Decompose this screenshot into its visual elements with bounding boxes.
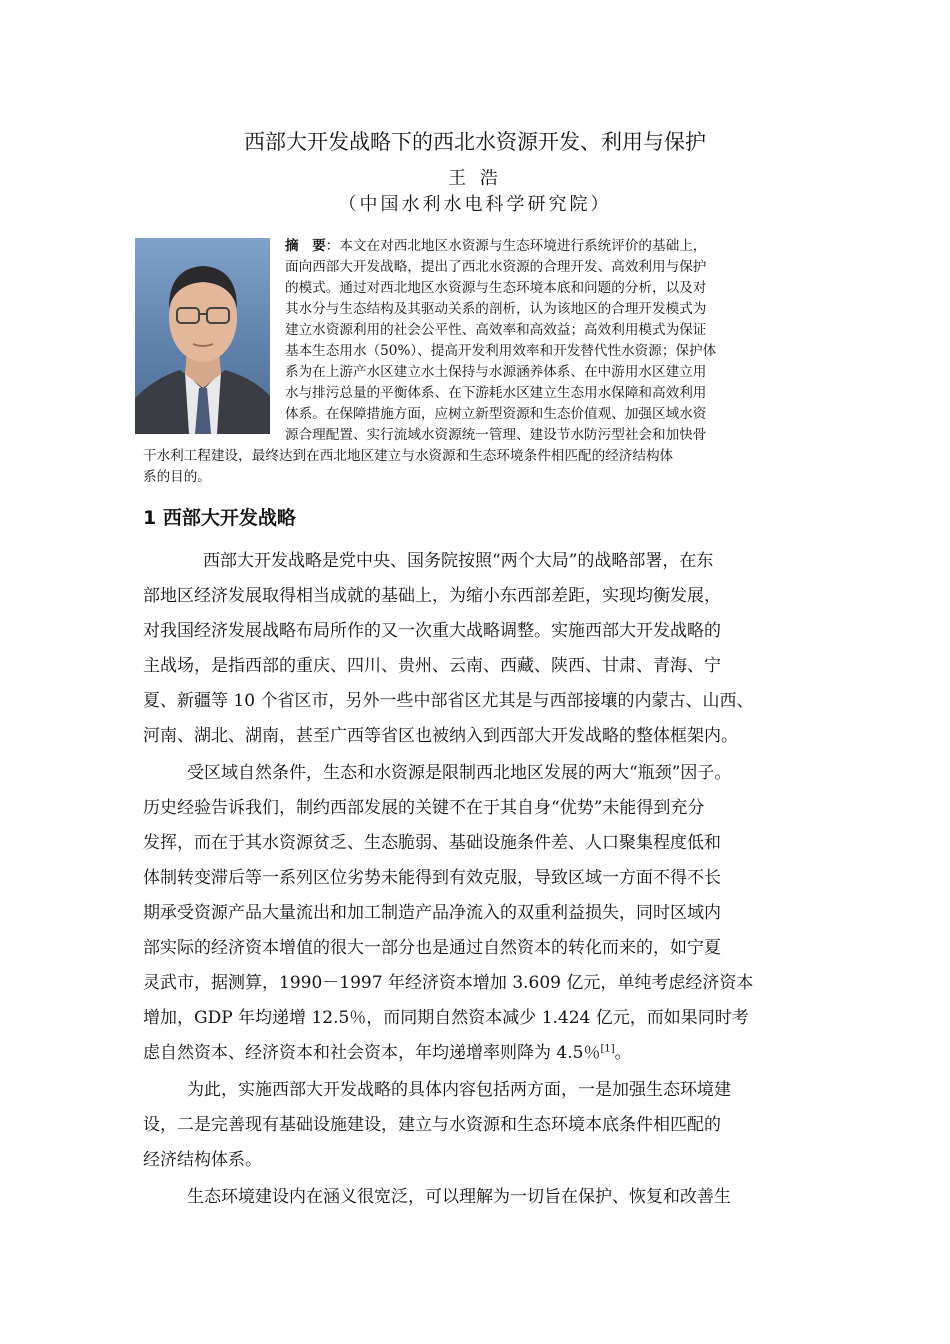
author-affiliation: （中国水利水电科学研究院） <box>338 194 612 215</box>
abstract-line: 源合理配置、实行流域水资源统一管理、建设节水防污型社会和加快骨 <box>285 427 707 443</box>
abstract-line: 的模式。通过对西北地区水资源与生态环境本底和问题的分析，以及对 <box>285 280 707 296</box>
body-line: 为此，实施西部大开发战略的具体内容包括两方面，一是加强生态环境建 <box>187 1080 731 1100</box>
body-line: 生态环境建设内在涵义很宽泛，可以理解为一切旨在保护、恢复和改善生 <box>187 1187 731 1207</box>
body-line: 夏、新疆等 10 个省区市，另外一些中部省区尤其是与西部接壤的内蒙古、山西、 <box>143 691 754 711</box>
abstract-line <box>285 236 706 256</box>
body-line: 增加，GDP 年均递增 12.5％，而同期自然资本减少 1.424 亿元，而如果同时考 <box>143 1008 749 1028</box>
body-line: 经济结构体系。 <box>143 1150 262 1170</box>
citation-ref[interactable]: [1] <box>600 1043 615 1055</box>
abstract-line: 系为在上游产水区建立水土保持与水源涵养体系、在中游用水区建立用 <box>285 364 707 380</box>
body-line: 河南、湖北、湖南，甚至广西等省区也被纳入到西部大开发战略的整体框架内。 <box>143 726 738 746</box>
abstract-text: ：本文在对西北地区水资源与生态环境进行系统评价的基础上， <box>325 238 707 254</box>
body-line: 部实际的经济资本增值的很大一部分也是通过自然资本的转化而来的，如宁夏 <box>143 938 721 958</box>
body-text: 虑自然资本、经济资本和社会资本，年均递增率则降为 4.5％ <box>143 1043 601 1063</box>
body-text: 。 <box>614 1043 632 1063</box>
abstract-line: 其水分与生态结构及其驱动关系的剖析，认为该地区的合理开发模式为 <box>285 301 707 317</box>
body-line: 灵武市，据测算，1990－1997 年经济资本增加 3.609 亿元，单纯考虑经济资本 <box>143 973 754 993</box>
body-line: 设，二是完善现有基础设施建设，建立与水资源和生态环境本底条件相匹配的 <box>143 1115 721 1135</box>
abstract-line: 建立水资源利用的社会公平性、高效率和高效益；高效利用模式为保证 <box>285 322 707 338</box>
abstract-line: 干水利工程建设，最终达到在西北地区建立与水资源和生态环境条件相匹配的经济结构体 <box>143 448 674 464</box>
body-line: 部地区经济发展取得相当成就的基础上，为缩小东西部差距，实现均衡发展， <box>143 586 721 606</box>
abstract-line: 体系。在保障措施方面，应树立新型资源和生态价值观、加强区域水资 <box>285 406 707 422</box>
body-line: 体制转变滞后等一系列区位劣势未能得到有效克服，导致区域一方面不得不长 <box>143 868 721 888</box>
body-line: 对我国经济发展战略布局所作的又一次重大战略调整。实施西部大开发战略的 <box>143 621 721 641</box>
body-line: 西部大开发战略是党中央、国务院按照“两个大局”的战略部署，在东 <box>203 551 714 571</box>
abstract-line: 面向西部大开发战略，提出了西北水资源的合理开发、高效利用与保护 <box>285 259 707 275</box>
paper-title: 西部大开发战略下的西北水资源开发、利用与保护 <box>244 130 706 154</box>
abstract-line: 基本生态用水（50%）、提高开发利用效率和开发替代性水资源；保护体 <box>285 343 717 359</box>
body-line: 历史经验告诉我们，制约西部发展的关键不在于其自身“优势”未能得到充分 <box>143 798 705 818</box>
section-heading: 1 西部大开发战略 <box>143 507 296 529</box>
author-name: 王 浩 <box>448 168 502 189</box>
body-line: 受区域自然条件，生态和水资源是限制西北地区发展的两大“瓶颈”因子。 <box>187 763 732 783</box>
body-line: 发挥，而在于其水资源贫乏、生态脆弱、基础设施条件差、人口聚集程度低和 <box>143 833 721 853</box>
abstract-line: 系的目的。 <box>143 469 211 485</box>
body-line: 期承受资源产品大量流出和加工制造产品净流入的双重利益损失，同时区域内 <box>143 903 721 923</box>
portrait-illustration <box>135 238 270 434</box>
abstract-label: 摘 要 <box>285 238 326 254</box>
author-photo <box>135 238 270 434</box>
abstract-line: 水与排污总量的平衡体系、在下游耗水区建立生态用水保障和高效利用 <box>285 385 707 401</box>
body-line <box>143 1038 632 1068</box>
body-line: 主战场，是指西部的重庆、四川、贵州、云南、西藏、陕西、甘肃、青海、宁 <box>143 656 721 676</box>
